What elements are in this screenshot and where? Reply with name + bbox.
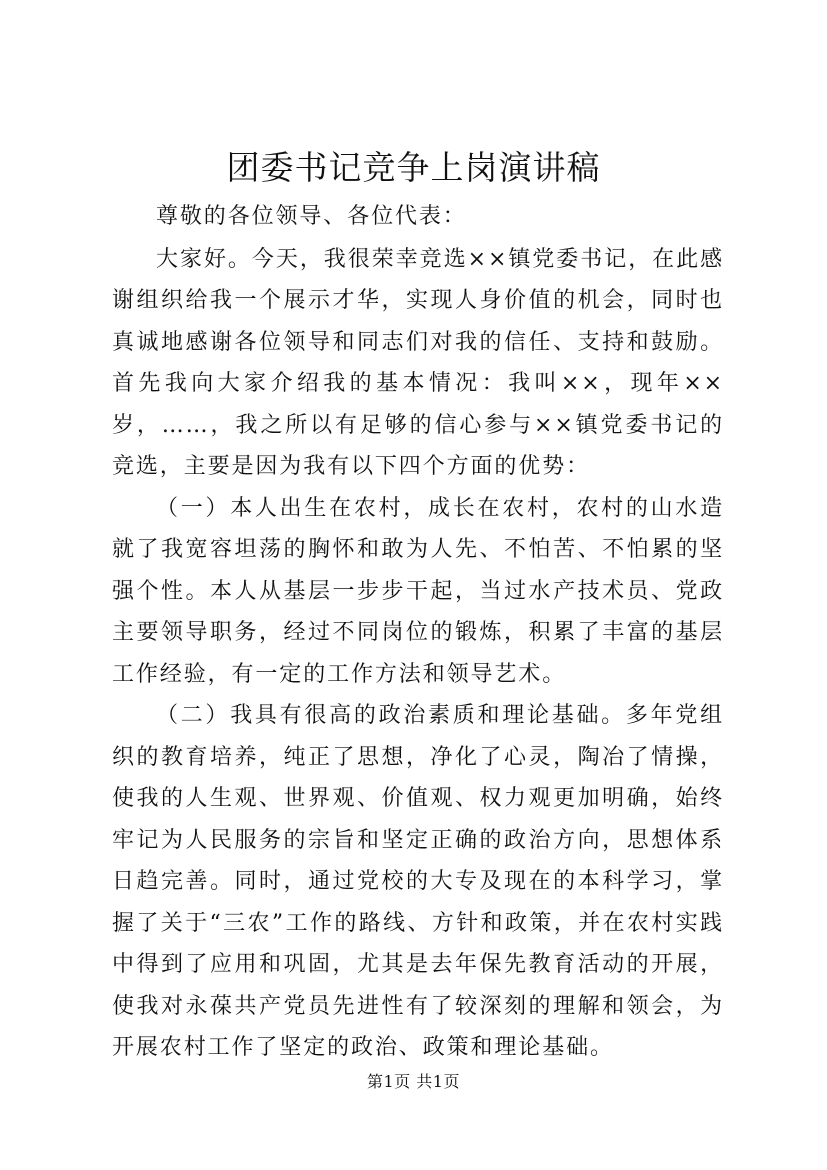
salutation-paragraph: 尊敬的各位领导、各位代表： [156,204,467,229]
intro-paragraph: 大家好。今天，我很荣幸竞选××镇党委书记，在此感谢组织给我一个展示才华，实现人身价值的机会，同时也真诚地感谢各位领导和同志们对我的信任、支持和鼓励。首先我向大家介绍我的基本情况：我叫××，现年××岁，……，我之所以有足够的信心参与××镇党委书记的竞选，主要是因为我有以下四个方面的优势： [112,246,724,479]
advantage-one-paragraph: （一）本人出生在农村，成长在农村，农村的山水造就了我宽容坦荡的胸怀和敢为人先、不怕苦、不怕累的坚强个性。本人从基层一步步干起，当过水产技术员、党政主要领导职务，经过不同岗位的锻炼，积累了丰富的基层工作经验，有一定的工作方法和领导艺术。 [112,495,724,687]
document-title: 团委书记竞争上岗演讲稿 [226,148,601,187]
document-body [112,196,724,1069]
advantage-two-paragraph: （二）我具有很高的政治素质和理论基础。多年党组织的教育培养，纯正了思想，净化了心灵，陶冶了情操，使我的人生观、世界观、价值观、权力观更加明确，始终牢记为人民服务的宗旨和坚定正确的政治方向，思想体系日趋完善。同时，通过党校的大专及现在的本科学习，掌握了关于“三农”工作的路线、方针和政策，并在农村实践中得到了应用和巩固，尤其是去年保先教育活动的开展，使我对永葆共产党员先进性有了较深刻的理解和领会，为开展农村工作了坚定的政治、政策和理论基础。 [112,703,724,1060]
page-footer: 第1页 共1页 [367,1072,460,1091]
